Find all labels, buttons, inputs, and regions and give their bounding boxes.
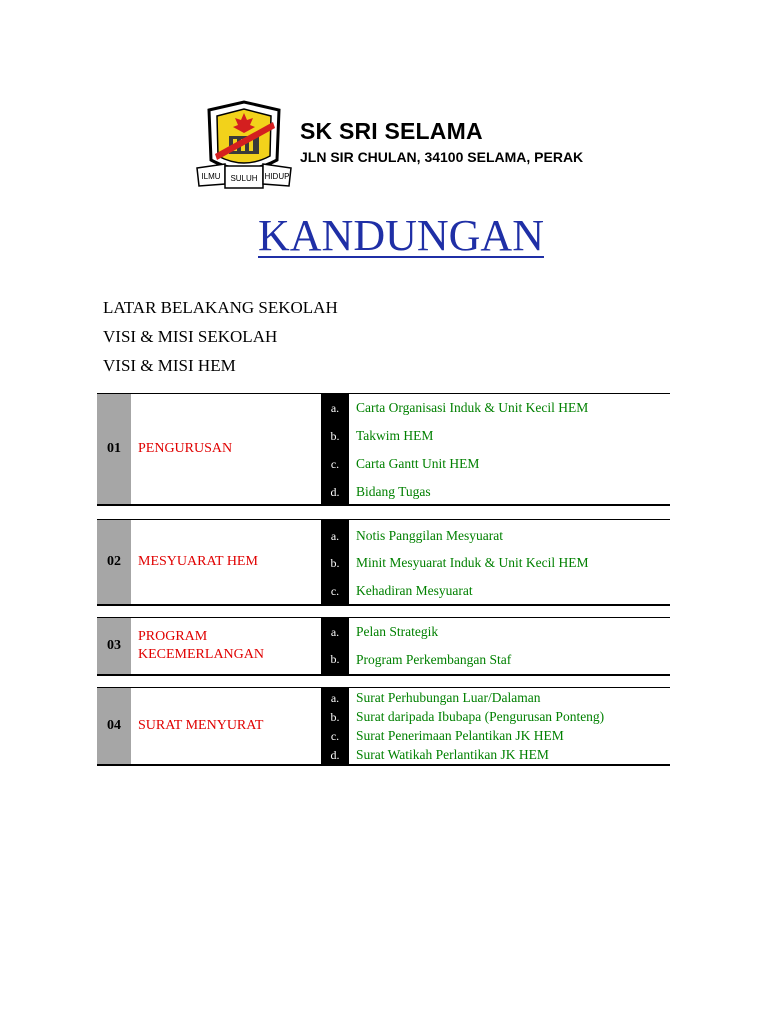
list-item: Surat Watikah Perlantikan JK HEM <box>356 747 549 762</box>
item-letter-column <box>321 618 349 674</box>
crest-motto-3: HIDUP <box>264 172 290 181</box>
item-letter: b. <box>330 556 340 570</box>
section-number: 01 <box>97 394 131 504</box>
section-number: 04 <box>97 688 131 764</box>
list-item: Bidang Tugas <box>356 484 431 499</box>
section-number: 02 <box>97 520 131 604</box>
list-item: Carta Gantt Unit HEM <box>356 456 480 471</box>
section-number: 03 <box>97 618 131 674</box>
item-letter: d. <box>330 485 340 499</box>
document-title: KANDUNGAN <box>258 211 544 260</box>
item-letter: a. <box>330 625 340 639</box>
list-item: Surat Penerimaan Pelantikan JK HEM <box>356 728 564 743</box>
item-list <box>349 688 670 764</box>
list-item: Takwim HEM <box>356 428 434 443</box>
item-letter-column <box>321 394 349 504</box>
list-item: Kehadiran Mesyuarat <box>356 583 473 598</box>
item-letter: d. <box>330 748 340 762</box>
list-item: Carta Organisasi Induk & Unit Kecil HEM <box>356 400 589 415</box>
item-list <box>349 520 670 604</box>
section-title: MESYUARAT HEM <box>138 554 258 569</box>
list-item: Surat Perhubungan Luar/Dalaman <box>356 690 541 705</box>
section-03 <box>97 617 670 676</box>
item-letter: c. <box>330 457 340 471</box>
list-item: Surat daripada Ibubapa (Pengurusan Ponteng) <box>356 709 605 724</box>
item-list <box>349 394 670 504</box>
item-letter: a. <box>330 529 340 543</box>
section-title: PROGRAM KECEMERLANGAN <box>138 629 264 662</box>
item-letter: b. <box>330 710 340 724</box>
intro-list <box>103 296 338 383</box>
section-01 <box>97 393 670 506</box>
school-address: JLN SIR CHULAN, 34100 SELAMA, PERAK <box>300 149 584 165</box>
list-item: Pelan Strategik <box>356 624 439 639</box>
school-name: SK SRI SELAMA <box>300 118 483 144</box>
school-crest-logo <box>195 98 293 190</box>
list-item: Notis Panggilan Mesyuarat <box>356 528 503 543</box>
section-04 <box>97 687 670 766</box>
item-letter: a. <box>330 401 340 415</box>
intro-item: LATAR BELAKANG SEKOLAH <box>103 298 338 317</box>
intro-item: VISI & MISI HEM <box>103 356 236 375</box>
item-list <box>349 618 670 674</box>
item-letter: c. <box>330 584 340 598</box>
school-header <box>195 98 645 190</box>
list-item: Minit Mesyuarat Induk & Unit Kecil HEM <box>356 555 589 570</box>
item-letter: b. <box>330 429 340 443</box>
crest-motto-2: SULUH <box>230 174 258 183</box>
section-title: PENGURUSAN <box>138 441 233 456</box>
section-title: SURAT MENYURAT <box>138 718 264 733</box>
item-letter: c. <box>330 729 340 743</box>
crest-motto-1: ILMU <box>201 172 221 181</box>
item-letter-column <box>321 688 349 764</box>
section-02 <box>97 519 670 606</box>
item-letter: a. <box>330 691 340 705</box>
list-item: Program Perkembangan Staf <box>356 652 512 667</box>
item-letter: b. <box>330 652 340 666</box>
item-letter-column <box>321 520 349 604</box>
intro-item: VISI & MISI SEKOLAH <box>103 327 278 346</box>
